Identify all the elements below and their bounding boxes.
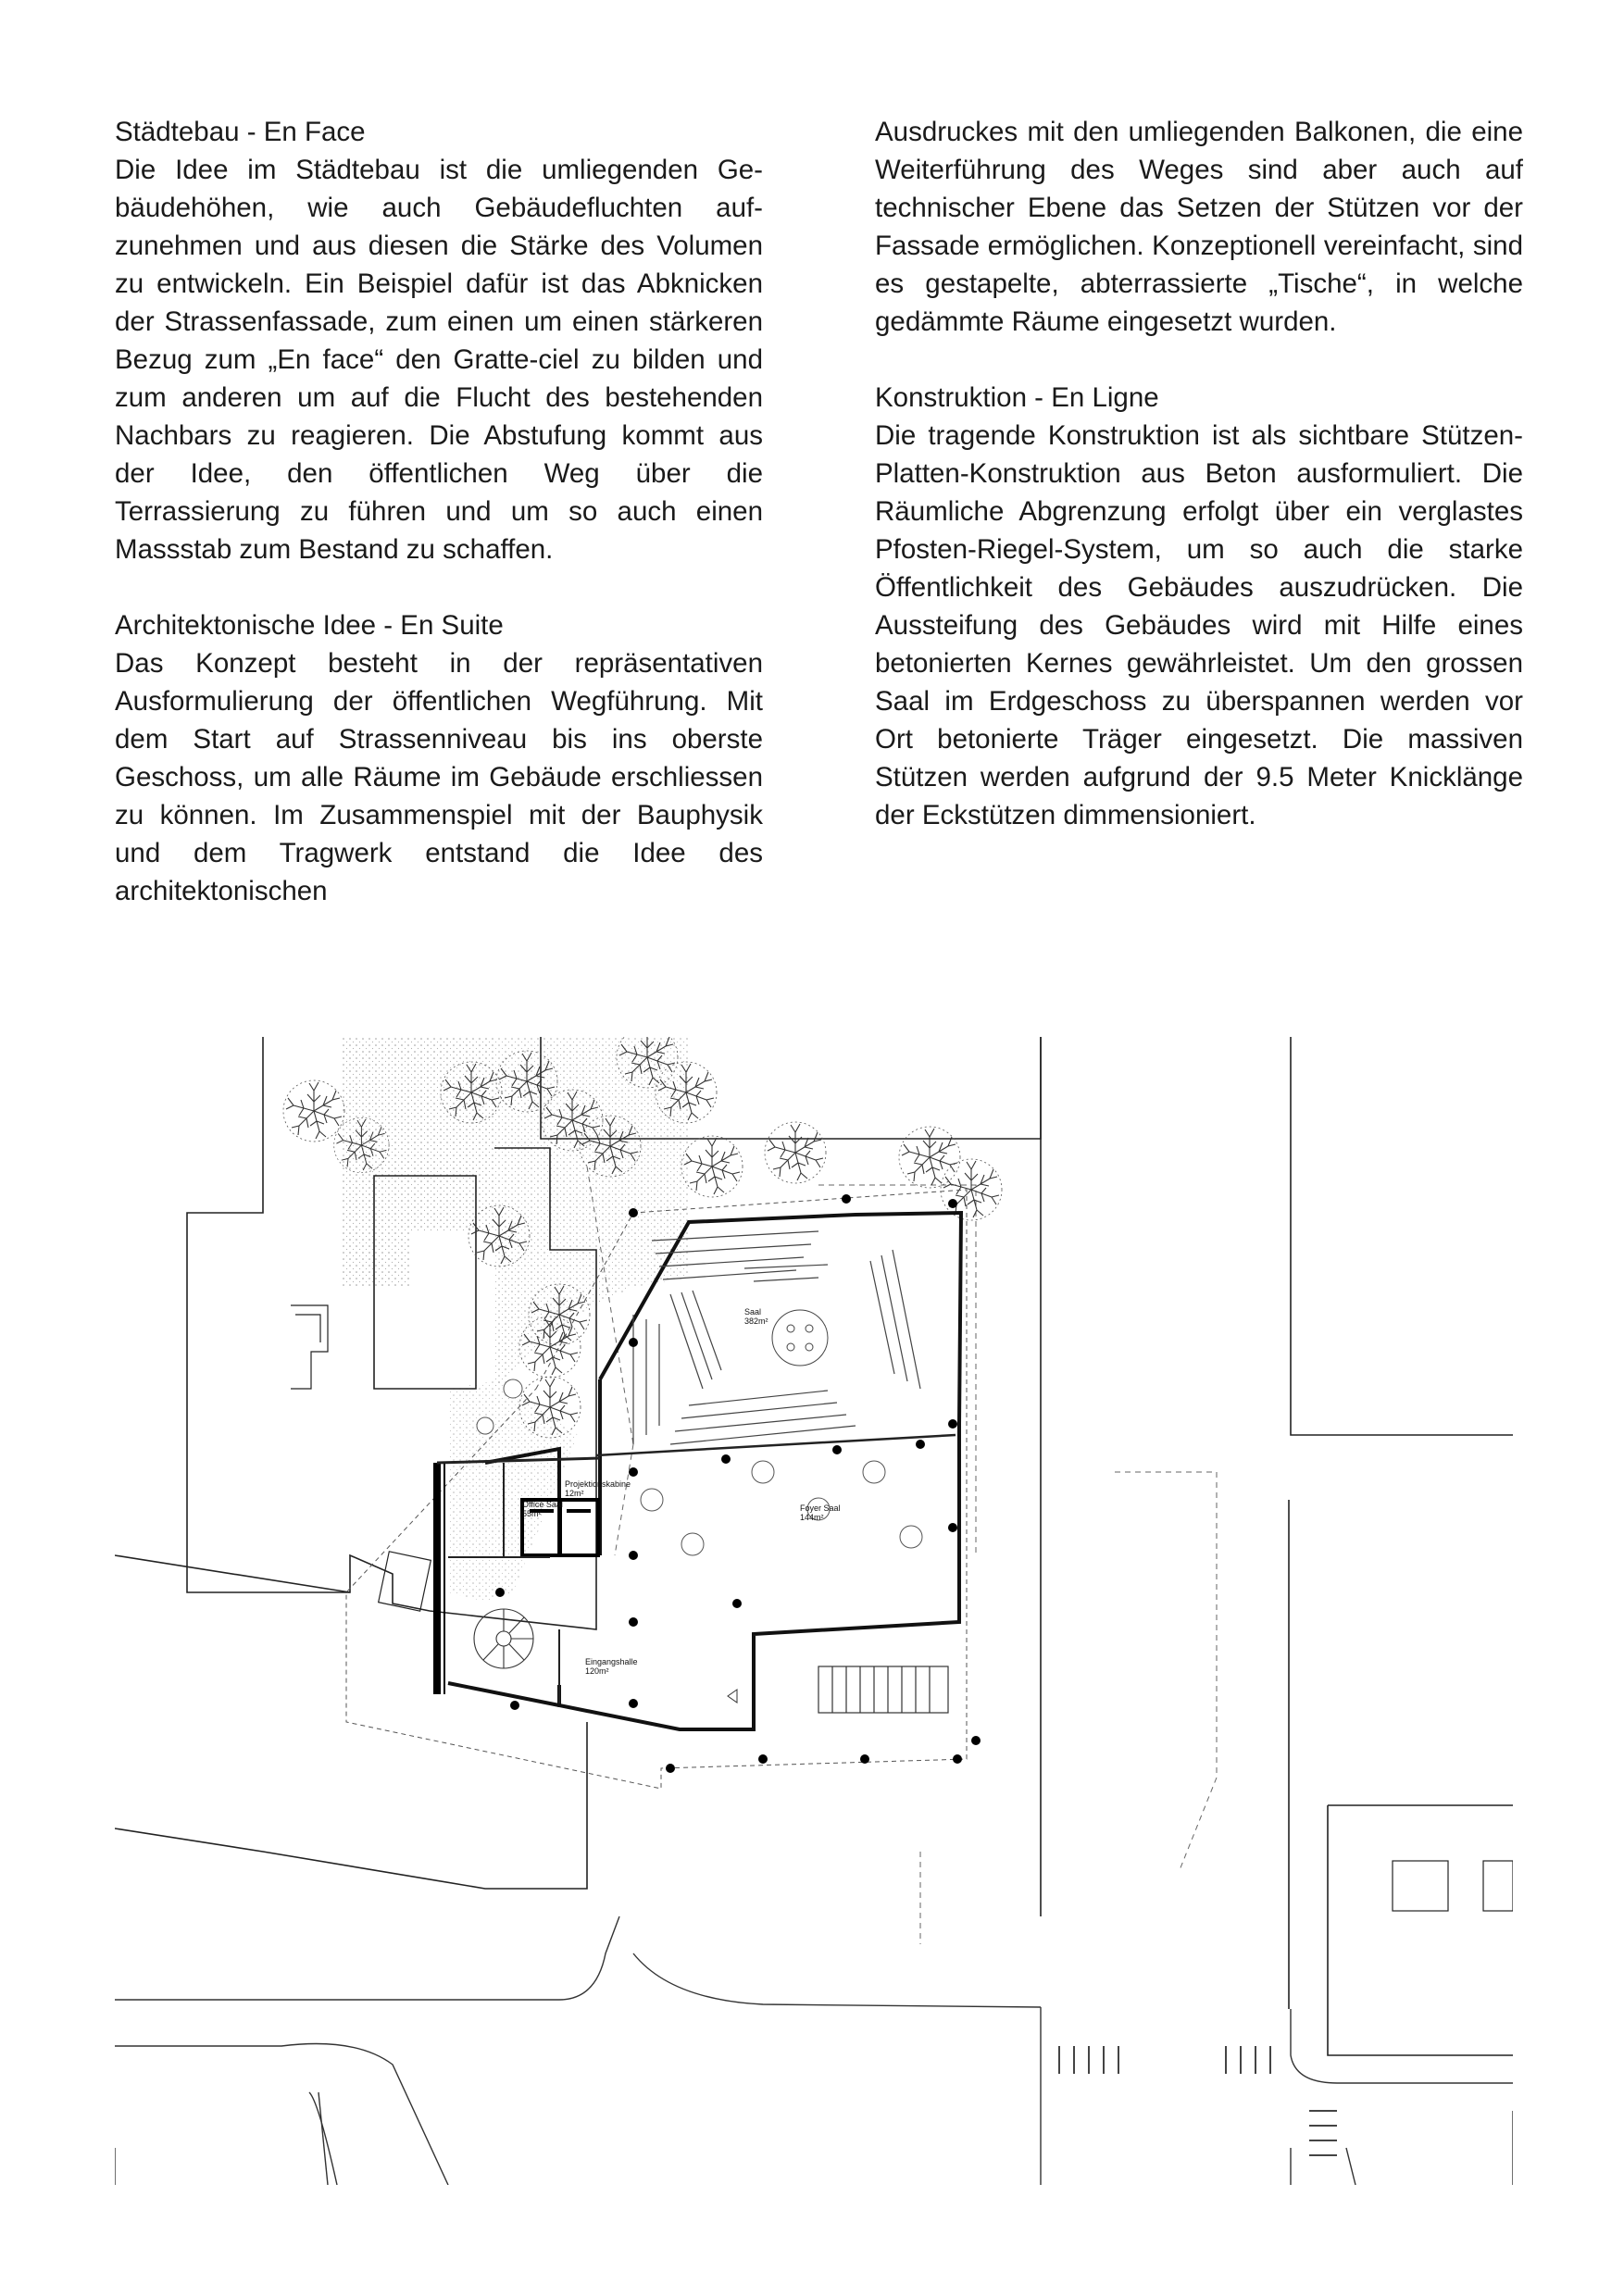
site-plan bbox=[115, 1037, 1513, 2185]
body-architektur-continued: Ausdruckes mit den umliegenden Balkonen, die eine Weiterführung des Weges sind aber auch auf technischer Ebene das Setzen der Stützen vor der Fassade ermöglichen. Konzeptionell vereinfacht, sind es gestapelte, abterrassierte „Tische“, in welche gedämmte Räume eingesetzt wurden. bbox=[875, 117, 1523, 337]
heading-staedtebau: Städtebau - En Face bbox=[115, 117, 366, 147]
label-foyer-saal: Foyer Saal bbox=[800, 1504, 841, 1513]
label-projektionskabine-area: 12m² bbox=[565, 1489, 584, 1498]
label-eingangshalle: Eingangshalle bbox=[585, 1657, 638, 1666]
heading-architektur: Architektonische Idee - En Suite bbox=[115, 610, 504, 641]
text-column-left bbox=[115, 113, 763, 910]
label-foyer-saal-area: 144m² bbox=[800, 1513, 824, 1522]
body-konstruktion: Die tragende Konstruktion ist als sichtbare Stützen-Platten-Konstruktion aus Beton ausformuliert. Die Räumliche Abgrenzung erfolgt über ein verglastes Pfosten-Riegel-System, um so auch die starke Öffentlichkeit des Gebäudes auszudrücken. Die Aussteifung des Gebäudes wird mit Hilfe eines betonierten Kernes gewährleistet. Um den grossen Saal im Erdgeschoss zu überspannen werden vor Ort betonierte Träger eingesetzt. Die massiven Stützen werden aufgrund der 9.5 Meter Knicklänge der Eckstützen dimmensioniert. bbox=[875, 420, 1523, 830]
label-office-saal-area: 55m² bbox=[522, 1509, 542, 1518]
label-projektionskabine: Projektionskabine bbox=[565, 1479, 631, 1489]
text-column-right bbox=[875, 113, 1523, 834]
site-plan-svg bbox=[115, 1037, 1513, 2185]
label-eingangshalle-area: 120m² bbox=[585, 1666, 609, 1676]
label-saal: Saal bbox=[744, 1307, 762, 1316]
heading-konstruktion: Konstruktion - En Ligne bbox=[875, 382, 1159, 413]
label-office-saal: Office Saal bbox=[522, 1500, 563, 1509]
body-staedtebau: Die Idee im Städtebau ist die umliegenden Gebäudehöhen, wie auch Gebäudefluchten aufzunehmen und aus diesen die Stärke des Volumen zu entwickeln. Ein Beispiel dafür ist das Abknicken der Strassenfassade, zum einen um einen stärkeren Bezug zum „En face“ den Gratte-ciel zu bilden und zum anderen um auf die Flucht des bestehenden Nachbars zu reagieren. Die Abstufung kommt aus der Idee, den öffentlichen Weg über die Terrassierung zu führen und um so auch einen Massstab zum Bestand zu schaffen. bbox=[115, 155, 763, 565]
body-architektur: Das Konzept besteht in der repräsentativen Ausformulierung der öffentlichen Wegführung. Mit dem Start auf Strassenniveau bis ins oberste Geschoss, um alle Räume im Gebäude erschliessen zu können. Im Zusammenspiel mit der Bauphysik und dem Tragwerk entstand die Idee des architektonischen bbox=[115, 648, 763, 906]
label-saal-area: 382m² bbox=[744, 1316, 768, 1326]
